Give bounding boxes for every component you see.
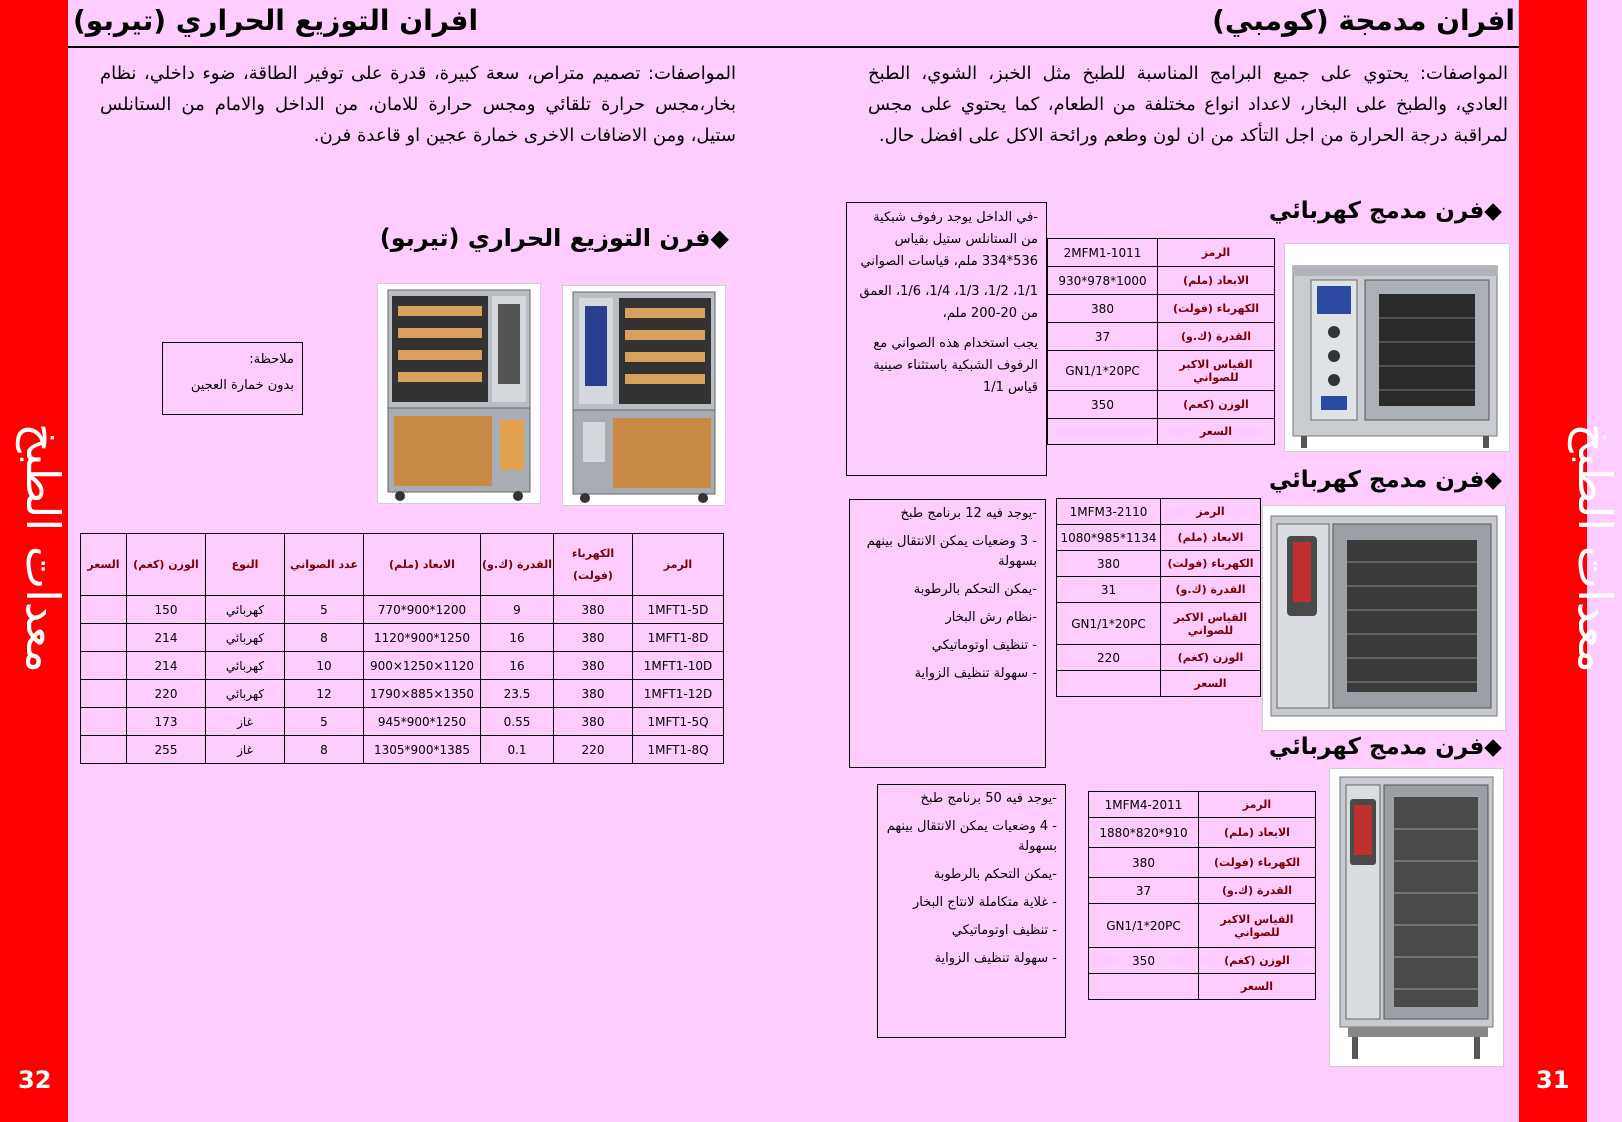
spec-label: السعر xyxy=(1161,671,1261,697)
table-cell: 9 xyxy=(481,596,554,624)
product-3-heading: ◆فرن مدمج كهربائي xyxy=(1268,734,1502,760)
spec-value: GN1/1*20PC xyxy=(1057,603,1161,645)
diamond-bullet-icon: ◆ xyxy=(710,224,729,252)
table-row xyxy=(81,624,724,652)
table-cell: 1MFT1-12D xyxy=(633,680,724,708)
note-box xyxy=(162,342,303,415)
table-cell: 8 xyxy=(285,736,364,764)
spec-value: 31 xyxy=(1057,577,1161,603)
table-cell: 12 xyxy=(285,680,364,708)
column-header: الكهرباء (فولت) xyxy=(554,534,633,596)
spec-label: الابعاد (ملم) xyxy=(1158,267,1275,295)
column-header: النوع xyxy=(206,534,285,596)
right-description: المواصفات: يحتوي على جميع البرامج المناسبة للطبخ مثل الخبز، الشوي، الطبخ العادي، والطبخ على البخار، لاعداد انواع مختلفة من الطعام، كما يحتوي على مجس لمراقبة درجة الحرارة من اجل التأكد من ان لون وطعم ورائحة الاكل على افضل حال. xyxy=(868,63,1508,146)
note-text: بدون خمارة العجين xyxy=(190,378,294,393)
spec-value: GN1/1*20PC xyxy=(1089,904,1199,948)
right-page-number: 31 xyxy=(1536,1066,1570,1094)
table-cell: 220 xyxy=(554,736,633,764)
spec-value: 380 xyxy=(1057,551,1161,577)
left-side-label: معدات الطبخ xyxy=(15,423,70,673)
note-line: يجب استخدام هذه الصواني مع الرفوف الشبكية باستثناء صينية قياس 1/1 xyxy=(873,336,1038,395)
title-divider xyxy=(68,46,1519,48)
table-cell: 1120×1250×900 xyxy=(364,652,481,680)
table-cell xyxy=(81,680,127,708)
spec-label: القياس الاكبر للصواني xyxy=(1199,904,1316,948)
table-cell: 10 xyxy=(285,652,364,680)
spec-label: الرمز xyxy=(1158,239,1275,267)
table-cell: 0.55 xyxy=(481,708,554,736)
column-header: الرمز xyxy=(633,534,724,596)
table-cell: 214 xyxy=(127,652,206,680)
note-line: -نظام رش البخار xyxy=(945,610,1037,625)
product-2-notes xyxy=(849,499,1046,768)
table-cell: 5 xyxy=(285,596,364,624)
table-cell: 1MFT1-5D xyxy=(633,596,724,624)
spec-value: 910*820*1880 xyxy=(1089,818,1199,848)
table-cell xyxy=(81,708,127,736)
table-cell: غاز xyxy=(206,736,285,764)
table-cell: غاز xyxy=(206,708,285,736)
product-3-spec-table xyxy=(1088,791,1316,1000)
spec-value: 1MFM4-2011 xyxy=(1089,792,1199,818)
turbo-oven-photo-right xyxy=(562,285,726,506)
spec-value xyxy=(1048,419,1158,445)
note-line: -في الداخل يوجد رفوف شبكية من الستانلس ستيل بقياس 536*334 ملم، قياسات الصواني xyxy=(860,210,1038,269)
spec-value: 350 xyxy=(1089,948,1199,974)
spec-value: 37 xyxy=(1089,878,1199,904)
note-line: -يوجد فيه 50 برنامج طبخ xyxy=(920,791,1057,806)
spec-label: الكهرباء (فولت) xyxy=(1199,848,1316,878)
table-cell: 1MFT1-8D xyxy=(633,624,724,652)
product-2-spec-table xyxy=(1056,498,1261,697)
spec-label: الكهرباء (فولت) xyxy=(1158,295,1275,323)
diamond-bullet-icon: ◆ xyxy=(1484,734,1502,760)
table-cell: 1250*900*945 xyxy=(364,708,481,736)
table-cell: 150 xyxy=(127,596,206,624)
table-cell: 1350×885×1790 xyxy=(364,680,481,708)
table-cell: 380 xyxy=(554,680,633,708)
table-cell: 1MFT1-8Q xyxy=(633,736,724,764)
table-cell: 16 xyxy=(481,652,554,680)
table-cell xyxy=(81,596,127,624)
note-line: -يمكن التحكم بالرطوبة xyxy=(933,867,1057,882)
spec-label: الابعاد (ملم) xyxy=(1161,525,1261,551)
spec-label: الرمز xyxy=(1161,499,1261,525)
spec-label: الرمز xyxy=(1199,792,1316,818)
turbo-oven-table xyxy=(80,533,724,764)
spec-label: الوزن (كغم) xyxy=(1158,391,1275,419)
table-cell: كهربائي xyxy=(206,652,285,680)
spec-value: 1000*978*930 xyxy=(1048,267,1158,295)
product-2-heading: ◆فرن مدمج كهربائي xyxy=(1268,467,1502,493)
table-cell: كهربائي xyxy=(206,596,285,624)
note-line: - 4 وضعيات يمكن الانتقال بينهم بسهولة xyxy=(886,819,1057,854)
table-cell: 255 xyxy=(127,736,206,764)
spec-label: القدرة (ك.و) xyxy=(1199,878,1316,904)
table-cell xyxy=(81,624,127,652)
column-header: الابعاد (ملم) xyxy=(364,534,481,596)
table-cell: 1385*900*1305 xyxy=(364,736,481,764)
product-1-heading: ◆فرن مدمج كهربائي xyxy=(1268,198,1502,224)
spec-value: 2MFM1-1011 xyxy=(1048,239,1158,267)
product-1-notes xyxy=(846,202,1047,476)
note-line: - تنظيف اوتوماتيكي xyxy=(931,638,1037,653)
table-cell: 1250*900*1120 xyxy=(364,624,481,652)
left-page-title: افران التوزيع الحراري (تيربو) xyxy=(73,4,479,37)
spec-label: الكهرباء (فولت) xyxy=(1161,551,1261,577)
table-cell: 1MFT1-10D xyxy=(633,652,724,680)
column-header: القدرة (ك.و) xyxy=(481,534,554,596)
spec-value: 1134*985*1080 xyxy=(1057,525,1161,551)
spec-label: الوزن (كغم) xyxy=(1199,948,1316,974)
spec-value: 1MFM3-2110 xyxy=(1057,499,1161,525)
note-line: -يمكن التحكم بالرطوبة xyxy=(913,582,1037,597)
table-cell: 173 xyxy=(127,708,206,736)
spec-value: 37 xyxy=(1048,323,1158,351)
spec-label: القدرة (ك.و) xyxy=(1158,323,1275,351)
left-subheading: ◆فرن التوزيع الحراري (تيربو) xyxy=(379,224,729,252)
spec-value: 220 xyxy=(1057,645,1161,671)
spec-value: 380 xyxy=(1089,848,1199,878)
table-cell: 1MFT1-5Q xyxy=(633,708,724,736)
spec-value: 350 xyxy=(1048,391,1158,419)
table-cell: 220 xyxy=(127,680,206,708)
table-cell xyxy=(81,736,127,764)
left-description: المواصفات: تصميم متراص، سعة كبيرة، قدرة على توفير الطاقة، ضوء داخلي، نظام بخار،مجس حرارة تلقائي ومجس حرارة للامان، من الداخل والامام من الستانلس ستيل، ومن الاضافات الاخرى خمارة عجين او قاعدة فرن. xyxy=(100,63,736,146)
table-cell: كهربائي xyxy=(206,624,285,652)
table-cell: 16 xyxy=(481,624,554,652)
left-page-number: 32 xyxy=(18,1066,52,1094)
spec-value xyxy=(1057,671,1161,697)
combi-oven-1-photo xyxy=(1284,243,1510,452)
table-row xyxy=(81,708,724,736)
product-1-spec-table xyxy=(1047,238,1275,445)
note-line: - تنظيف اوتوماتيكي xyxy=(951,923,1057,938)
table-row xyxy=(81,680,724,708)
table-cell: 380 xyxy=(554,708,633,736)
diamond-bullet-icon: ◆ xyxy=(1484,198,1502,224)
note-line: 1/1، 1/2، 1/3، 1/4، 1/6، العمق من 20-200 ملم، xyxy=(859,284,1038,321)
table-cell: 8 xyxy=(285,624,364,652)
table-row xyxy=(81,736,724,764)
table-cell: 380 xyxy=(554,596,633,624)
spec-value xyxy=(1089,974,1199,1000)
table-cell: 0.1 xyxy=(481,736,554,764)
note-title: ملاحظة: xyxy=(249,352,294,367)
combi-oven-3-photo xyxy=(1329,768,1504,1067)
column-header: عدد الصواني xyxy=(285,534,364,596)
note-line: - سهولة تنظيف الزواية xyxy=(934,951,1057,966)
spec-value: GN1/1*20PC xyxy=(1048,351,1158,391)
note-line: - 3 وضعيات يمكن الانتقال بينهم بسهولة xyxy=(866,534,1037,569)
table-cell: 380 xyxy=(554,652,633,680)
right-page-title: افران مدمجة (كومبي) xyxy=(1212,4,1515,37)
spec-label: الابعاد (ملم) xyxy=(1199,818,1316,848)
spec-label: القياس الاكبر للصواني xyxy=(1161,603,1261,645)
spec-label: القدرة (ك.و) xyxy=(1161,577,1261,603)
column-header: الوزن (كغم) xyxy=(127,534,206,596)
turbo-oven-photo-left xyxy=(377,283,541,504)
note-line: - غلاية متكاملة لانتاج البخار xyxy=(912,895,1057,910)
diamond-bullet-icon: ◆ xyxy=(1484,467,1502,493)
spec-value: 380 xyxy=(1048,295,1158,323)
table-cell: 380 xyxy=(554,624,633,652)
right-side-label: معدات الطبخ xyxy=(1567,423,1622,673)
spec-label: القياس الاكبر للصواني xyxy=(1158,351,1275,391)
spec-label: السعر xyxy=(1199,974,1316,1000)
table-cell xyxy=(81,652,127,680)
table-cell: 5 xyxy=(285,708,364,736)
table-row xyxy=(81,652,724,680)
product-3-notes xyxy=(877,784,1066,1038)
note-line: - سهولة تنظيف الزواية xyxy=(914,666,1037,681)
note-line: -يوجد فيه 12 برنامج طبخ xyxy=(900,506,1037,521)
table-cell: 23.5 xyxy=(481,680,554,708)
table-row xyxy=(81,596,724,624)
spec-label: الوزن (كغم) xyxy=(1161,645,1261,671)
combi-oven-2-photo xyxy=(1262,505,1506,731)
table-cell: 1200*900*770 xyxy=(364,596,481,624)
table-cell: كهربائي xyxy=(206,680,285,708)
spec-label: السعر xyxy=(1158,419,1275,445)
table-cell: 214 xyxy=(127,624,206,652)
column-header: السعر xyxy=(81,534,127,596)
